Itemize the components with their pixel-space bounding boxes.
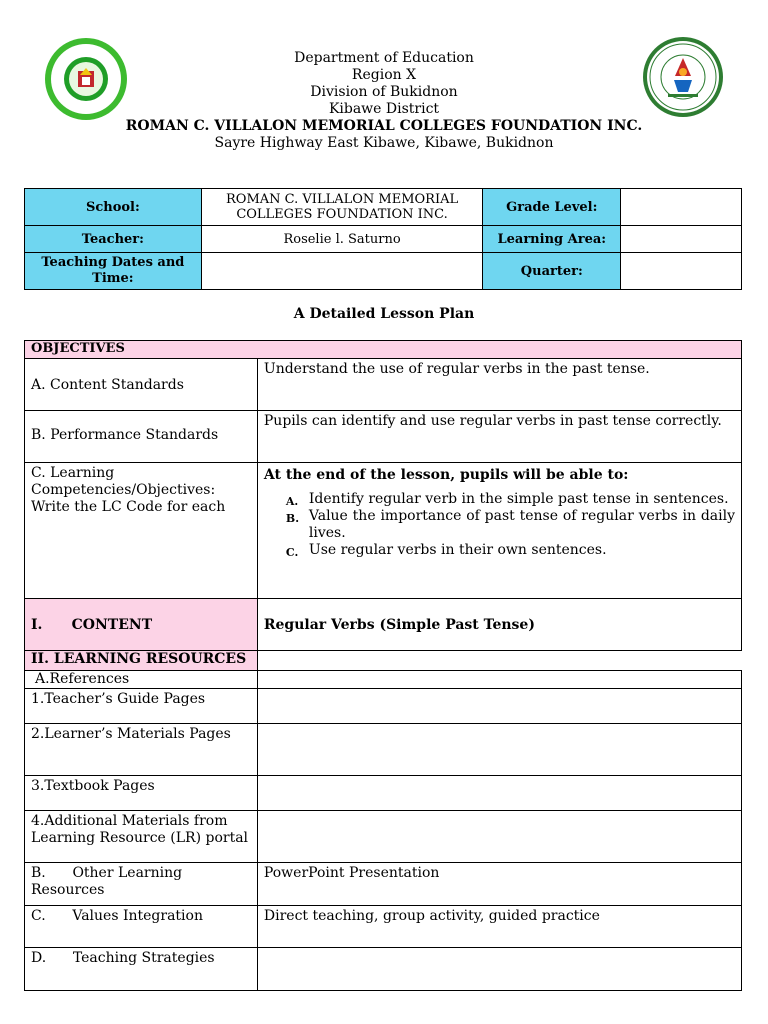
learning-area-value bbox=[621, 226, 742, 253]
objective-text: Value the importance of past tense of regular verbs in daily lives. bbox=[308, 508, 735, 541]
header-school-name: ROMAN C. VILLALON MEMORIAL COLLEGES FOUNDATION INC. bbox=[125, 118, 643, 134]
additional-materials-value bbox=[257, 811, 741, 863]
objective-item bbox=[285, 491, 735, 508]
learning-area-label: Learning Area: bbox=[483, 226, 621, 253]
header-line-district: Kibawe District bbox=[328, 101, 440, 117]
school-label: School: bbox=[25, 189, 202, 226]
learners-materials-label: 2.Learner’s Materials Pages bbox=[25, 724, 258, 776]
competencies-intro: At the end of the lesson, pupils will be able to: bbox=[263, 467, 629, 483]
document-header bbox=[0, 50, 768, 152]
competencies-label: C. Learning Competencies/Objectives: Write the LC Code for each bbox=[25, 463, 258, 599]
objectives-heading: OBJECTIVES bbox=[25, 341, 742, 359]
quarter-label: Quarter: bbox=[483, 253, 621, 290]
content-standards-label: A. Content Standards bbox=[25, 359, 258, 411]
teaching-dates-label: Teaching Dates and Time: bbox=[25, 253, 202, 290]
objective-letter: C. bbox=[285, 546, 299, 559]
objective-item bbox=[285, 542, 735, 559]
competencies-cell bbox=[257, 463, 741, 599]
header-address: Sayre Highway East Kibawe, Kibawe, Bukidnon bbox=[214, 135, 554, 151]
content-label: I. CONTENT bbox=[25, 599, 258, 651]
references-value bbox=[257, 671, 741, 689]
objective-text: Use regular verbs in their own sentences. bbox=[308, 542, 607, 558]
lesson-plan-table bbox=[24, 340, 742, 991]
teaching-strategies-value bbox=[257, 948, 741, 991]
objective-letter: A. bbox=[285, 495, 299, 508]
references-label: A.References bbox=[25, 671, 258, 689]
objectives-list bbox=[264, 491, 735, 559]
textbook-value bbox=[257, 776, 741, 811]
other-resources-label: B. Other Learning Resources bbox=[25, 863, 258, 906]
header-line-region: Region X bbox=[351, 67, 417, 83]
learning-resources-heading: II. LEARNING RESOURCES bbox=[25, 651, 258, 671]
teacher-value: Roselie l. Saturno bbox=[201, 226, 483, 253]
teachers-guide-value bbox=[257, 689, 741, 724]
objective-item bbox=[285, 508, 735, 542]
grade-level-value bbox=[621, 189, 742, 226]
school-value: ROMAN C. VILLALON MEMORIAL COLLEGES FOUNDATION INC. bbox=[201, 189, 483, 226]
textbook-label: 3.Textbook Pages bbox=[25, 776, 258, 811]
lesson-plan-title: A Detailed Lesson Plan bbox=[293, 306, 475, 322]
teaching-dates-value bbox=[201, 253, 483, 290]
teacher-label: Teacher: bbox=[25, 226, 202, 253]
additional-materials-label: 4.Additional Materials from Learning Resource (LR) portal bbox=[25, 811, 258, 863]
values-integration-value: Direct teaching, group activity, guided practice bbox=[257, 906, 741, 948]
header-line-division: Division of Bukidnon bbox=[310, 84, 458, 100]
values-integration-label: C. Values Integration bbox=[25, 906, 258, 948]
teachers-guide-label: 1.Teacher’s Guide Pages bbox=[25, 689, 258, 724]
content-value: Regular Verbs (Simple Past Tense) bbox=[257, 599, 741, 651]
performance-standards-value: Pupils can identify and use regular verbs in past tense correctly. bbox=[257, 411, 741, 463]
performance-standards-label: B. Performance Standards bbox=[25, 411, 258, 463]
other-resources-value: PowerPoint Presentation bbox=[257, 863, 741, 906]
header-line-department: Department of Education bbox=[294, 50, 474, 66]
teaching-strategies-label: D. Teaching Strategies bbox=[25, 948, 258, 991]
content-standards-value: Understand the use of regular verbs in the past tense. bbox=[257, 359, 741, 411]
learners-materials-value bbox=[257, 724, 741, 776]
info-table bbox=[24, 188, 742, 290]
learning-resources-spacer bbox=[257, 651, 741, 671]
grade-level-label: Grade Level: bbox=[483, 189, 621, 226]
objective-letter: B. bbox=[285, 512, 300, 525]
objective-text: Identify regular verb in the simple past tense in sentences. bbox=[308, 491, 729, 507]
quarter-value bbox=[621, 253, 742, 290]
